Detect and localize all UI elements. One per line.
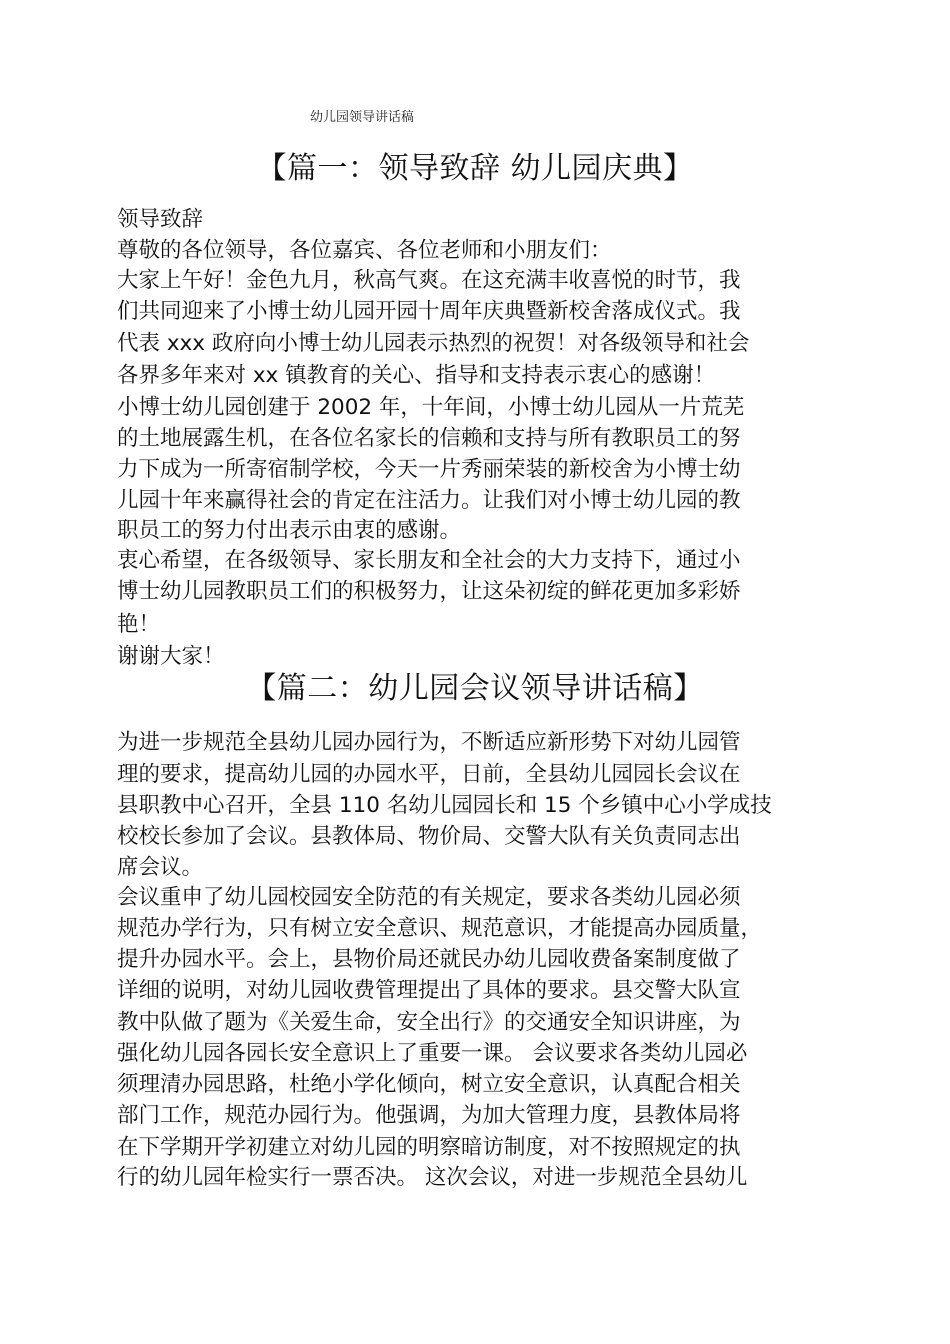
body-line: 席会议。 [117, 855, 204, 880]
body-line: 尊敬的各位领导，各位嘉宾、各位老师和小朋友们： [117, 238, 612, 263]
body-line: 代表 xxx 政府向小博士幼儿园表示热烈的祝贺！对各级领导和社会 [117, 331, 750, 356]
body-line: 各界多年来对 xx 镇教育的关心、指导和支持表示衷心的感谢！ [117, 363, 716, 388]
body-line: 理的要求，提高幼儿园的办园水平，日前，全县幼儿园园长会议在 [117, 762, 741, 787]
running-header: 幼儿园领导讲话稿 [310, 110, 415, 125]
body-line: 博士幼儿园教职员工们的积极努力，让这朵初绽的鲜花更加多彩娇 [117, 579, 741, 604]
body-line: 小博士幼儿园创建于 2002 年，十年间，小博士幼儿园从一片荒芜 [117, 395, 745, 420]
section-1-title: 【篇一：领导致辞 幼儿园庆典】 [256, 151, 694, 186]
body-line: 职员工的努力付出表示由衷的感谢。 [117, 518, 462, 543]
body-line: 们共同迎来了小博士幼儿园开园十周年庆典暨新校舍落成仪式。我 [117, 299, 741, 324]
body-line: 衷心希望，在各级领导、家长朋友和全社会的大力支持下，通过小 [117, 548, 741, 573]
body-line: 县职教中心召开，全县 110 名幼儿园园长和 15 个乡镇中心小学成技 [117, 793, 772, 818]
body-line: 为进一步规范全县幼儿园办园行为，不断适应新形势下对幼儿园管 [117, 730, 741, 755]
body-line: 部门工作，规范办园行为。他强调，为加大管理力度，县教体局将 [117, 1103, 741, 1128]
body-line: 艳！ [117, 612, 161, 637]
body-line: 强化幼儿园各园长安全意识上了重要一课。 会议要求各类幼儿园必 [117, 1041, 748, 1066]
body-line: 详细的说明，对幼儿园收费管理提出了具体的要求。县交警大队宣 [117, 978, 741, 1003]
body-line: 须理清办园思路，杜绝小学化倾向，树立安全意识，认真配合相关 [117, 1072, 741, 1097]
body-line: 大家上午好！金色九月，秋高气爽。在这充满丰收喜悦的时节，我 [117, 268, 741, 293]
body-line: 规范办学行为，只有树立安全意识、规范意识，才能提高办园质量， [117, 916, 763, 941]
body-line: 领导致辞 [117, 207, 204, 232]
section-2-title: 【篇二：幼儿园会议领导讲话稿】 [246, 671, 704, 706]
body-line: 的土地展露生机，在各位名家长的信赖和支持与所有教职员工的努 [117, 426, 741, 451]
body-line: 行的幼儿园年检实行一票否决。 这次会议，对进一步规范全县幼儿 [117, 1165, 748, 1190]
body-line: 谢谢大家！ [117, 644, 225, 669]
body-line: 校校长参加了会议。县教体局、物价局、交警大队有关负责同志出 [117, 824, 741, 849]
body-line: 提升办园水平。会上，县物价局还就民办幼儿园收费备案制度做了 [117, 947, 741, 972]
body-line: 在下学期开学初建立对幼儿园的明察暗访制度，对不按照规定的执 [117, 1135, 741, 1160]
body-line: 力下成为一所寄宿制学校，今天一片秀丽荣装的新校舍为小博士幼 [117, 457, 741, 482]
body-line: 会议重申了幼儿园校园安全防范的有关规定，要求各类幼儿园必须 [117, 885, 741, 910]
body-line: 儿园十年来赢得社会的肯定在注活力。让我们对小博士幼儿园的教 [117, 488, 741, 513]
body-line: 教中队做了题为《关爱生命，安全出行》的交通安全知识讲座，为 [117, 1010, 741, 1035]
